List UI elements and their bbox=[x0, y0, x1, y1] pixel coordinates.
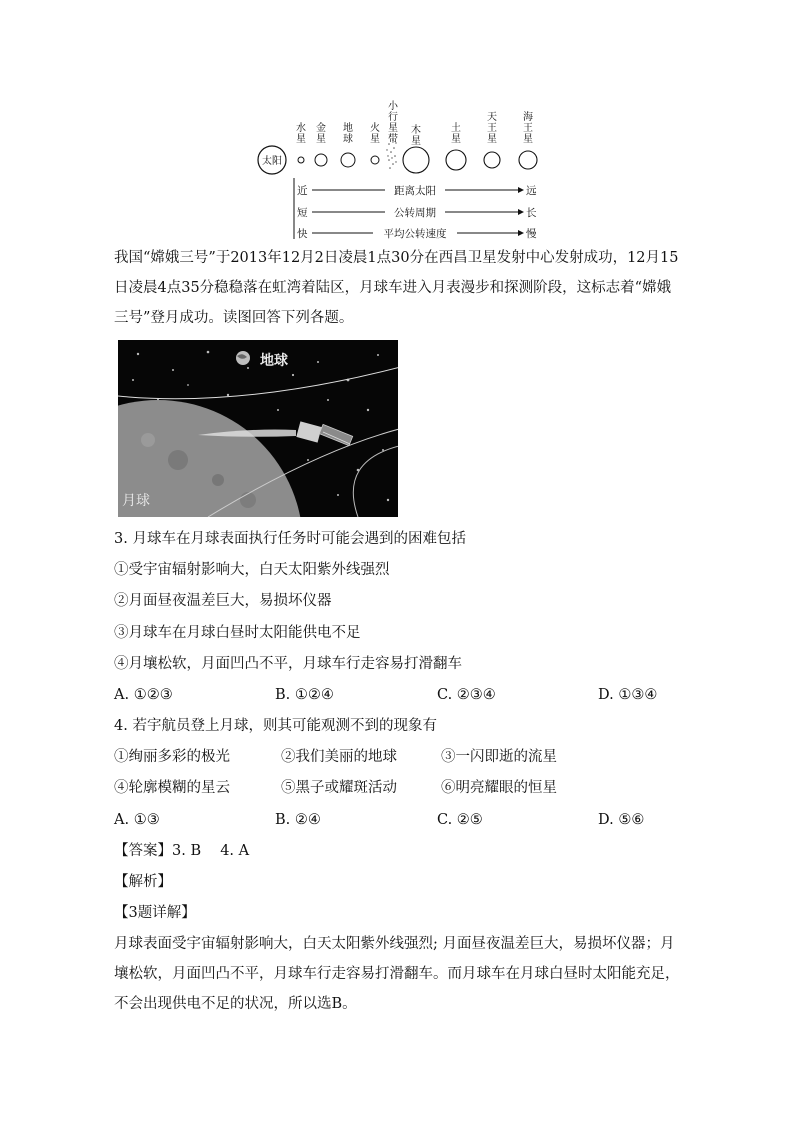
trend-row-2 bbox=[297, 227, 537, 240]
q3-stem: 3. 月球车在月球表面执行任务时可能会遇到的困难包括 bbox=[114, 531, 466, 547]
q4-item-5: ⑤黑子或耀斑活动 bbox=[281, 780, 397, 796]
jupiter-circle bbox=[403, 147, 429, 173]
q4-item-3: ③一闪即逝的流星 bbox=[441, 749, 557, 765]
photo-earth-label: 地球 bbox=[260, 353, 288, 369]
trend-rows bbox=[297, 184, 537, 240]
neptune-circle bbox=[519, 151, 537, 169]
uranus-circle bbox=[484, 152, 500, 168]
planet-label-2: 地球 bbox=[343, 123, 353, 145]
trend-center-label: 公转周期 bbox=[394, 207, 436, 219]
detail-text: 月球表面受宇宙辐射影响大，白天太阳紫外线强烈; 月面昼夜温差巨大，易损坏仪器；月壤松软，月面凹凸不平，月球车行走容易打滑翻车。而月球车在月球白昼时太阳能充足，不会出现供电不足的状况，所以选B。 bbox=[114, 936, 680, 1012]
q3-item-3: ③月球车在月球白昼时太阳能供电不足 bbox=[114, 625, 361, 641]
trend-left-label: 近 bbox=[297, 185, 308, 197]
saturn-circle bbox=[446, 150, 466, 170]
planet-label-3: 火星 bbox=[370, 123, 380, 145]
planet-label-7: 天王星 bbox=[487, 112, 497, 145]
solar-system-svg bbox=[250, 98, 550, 243]
planet-label-0: 水星 bbox=[296, 123, 306, 145]
trend-right-label: 慢 bbox=[526, 228, 537, 240]
q4-item-6: ⑥明亮耀眼的恒星 bbox=[441, 780, 557, 796]
q4-item-4: ④轮廓模糊的星云 bbox=[114, 780, 230, 796]
q3-item-2: ②月面昼夜温差巨大，易损坏仪器 bbox=[114, 593, 332, 609]
photo-svg bbox=[118, 340, 398, 517]
q4-option-d: D. ⑤⑥ bbox=[598, 812, 645, 828]
q3-option-d: D. ①③④ bbox=[598, 687, 658, 703]
q4-option-a: A. ①③ bbox=[114, 812, 160, 828]
q3-item-1: ①受宇宙辐射影响大，白天太阳紫外线强烈 bbox=[114, 562, 390, 578]
q3-option-a: A. ①②③ bbox=[114, 687, 173, 703]
planet-label-6: 土星 bbox=[451, 123, 461, 145]
trend-row-1 bbox=[297, 206, 537, 219]
q3-item-4: ④月壤松软，月面凹凸不平，月球车行走容易打滑翻车 bbox=[114, 656, 462, 672]
planet-label-4: 小行星带 bbox=[388, 101, 398, 145]
q4-stem: 4. 若宇航员登上月球，则其可能观测不到的现象有 bbox=[114, 718, 437, 734]
answer-line: 【答案】3. B 4. A bbox=[114, 843, 250, 859]
planet-label-5: 木星 bbox=[411, 125, 421, 147]
q3-option-c: C. ②③④ bbox=[437, 687, 496, 703]
chang-e-photo bbox=[118, 340, 398, 517]
planet-label-8: 海王星 bbox=[523, 112, 533, 145]
q4-item-2: ②我们美丽的地球 bbox=[281, 749, 397, 765]
earth-circle bbox=[341, 153, 355, 167]
trend-center-label: 距离太阳 bbox=[394, 185, 436, 197]
mercury-circle bbox=[298, 157, 304, 163]
sun-label: 太阳 bbox=[262, 156, 282, 167]
trend-left-label: 短 bbox=[297, 207, 308, 219]
analysis-title: 【解析】 bbox=[114, 874, 172, 890]
trend-left-label: 快 bbox=[297, 228, 308, 240]
planet-labels bbox=[296, 99, 533, 147]
detail-title: 【3题详解】 bbox=[114, 905, 196, 921]
solar-system-diagram bbox=[250, 98, 550, 243]
photo-moon-label: 月球 bbox=[122, 493, 150, 509]
trend-right-label: 长 bbox=[526, 207, 537, 219]
q4-item-1: ①绚丽多彩的极光 bbox=[114, 749, 230, 765]
trend-center-label: 平均公转速度 bbox=[383, 228, 447, 240]
q4-option-b: B. ②④ bbox=[275, 812, 321, 828]
venus-circle bbox=[315, 154, 327, 166]
intro-paragraph: 我国“嫦娥三号”于2013年12月2日凌晨1点30分在西昌卫星发射中心发射成功，12月15日凌晨4点35分稳稳落在虹湾着陆区，月球车进入月表漫步和探测阶段，这标志着“嫦娥三号”登月成功。读图回答下列各题。 bbox=[114, 250, 679, 326]
planet-label-1: 金星 bbox=[316, 123, 326, 145]
mars-circle bbox=[371, 156, 379, 164]
trend-right-label: 远 bbox=[526, 185, 537, 197]
trend-row-0 bbox=[297, 184, 537, 197]
q4-option-c: C. ②⑤ bbox=[437, 812, 483, 828]
q3-option-b: B. ①②④ bbox=[275, 687, 334, 703]
